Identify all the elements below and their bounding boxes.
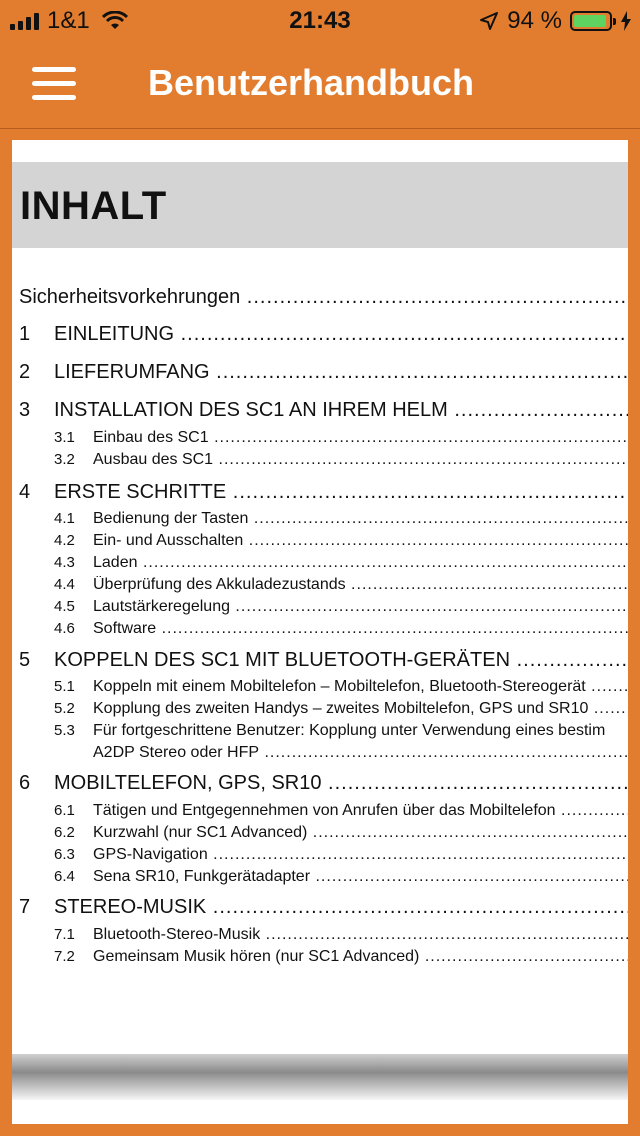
toc-entry[interactable] [12, 576, 628, 598]
document-page[interactable] [12, 140, 628, 1124]
toc-entry[interactable] [12, 620, 628, 642]
toc-entry-number: 5.2 [54, 700, 75, 717]
toc-entry[interactable] [12, 744, 628, 766]
toc-entry-label: Gemeinsam Musik hören (nur SC1 Advanced) ..... [93, 948, 628, 966]
toc-entry-label: Sicherheitsvorkehrungen ..... [19, 286, 628, 309]
toc-entry[interactable] [12, 700, 628, 722]
page-bottom-shadow [12, 1054, 628, 1100]
page-title: Benutzerhandbuch [148, 62, 475, 103]
toc-entry-label: Kurzwahl (nur SC1 Advanced) ..... [93, 824, 628, 842]
carrier-name: 1&1 [47, 7, 90, 34]
toc-entry-number: 4.3 [54, 554, 75, 571]
toc-entry-label: INSTALLATION DES SC1 AN IHREM HELM ..... [54, 399, 628, 422]
toc-entry[interactable] [12, 926, 628, 948]
battery-percent: 94 % [507, 7, 562, 34]
hamburger-icon [32, 67, 76, 72]
toc-entry[interactable] [12, 772, 628, 802]
toc-entry-label: MOBILTELEFON, GPS, SR10 ..... [54, 772, 628, 795]
toc-entry-number: 7 [19, 896, 31, 918]
toc-entry-label: Für fortgeschrittene Benutzer: Kopplung unter Verwendung eines bestim [93, 722, 606, 739]
toc-entry[interactable] [12, 554, 628, 576]
toc-entry-number: 5.1 [54, 678, 75, 695]
toc-entry[interactable] [12, 649, 628, 679]
toc-entry-label: Software ..... [93, 620, 628, 638]
toc-entry-label: Ausbau des SC1 ..... [93, 451, 628, 469]
battery-icon [570, 11, 612, 31]
toc-entry[interactable] [12, 678, 628, 700]
hamburger-line [32, 81, 76, 86]
toc-entry-number: 7.2 [54, 948, 75, 965]
toc-entry[interactable] [12, 868, 628, 890]
charging-bolt-icon [620, 11, 632, 31]
toc-entry-number: 6.3 [54, 846, 75, 863]
toc-entry-label: Koppeln mit einem Mobiltelefon – Mobiltelefon, Bluetooth-Stereogerät ..... [93, 678, 628, 696]
toc-entry-number: 3.2 [54, 451, 75, 468]
toc-entry[interactable] [12, 948, 628, 970]
toc-entry[interactable] [12, 896, 628, 926]
toc-entry-number: 4.4 [54, 576, 75, 593]
toc-entry-number: 1 [19, 323, 31, 345]
toc-entry[interactable] [12, 802, 628, 824]
toc-entry-number: 5 [19, 649, 31, 671]
toc-entry-label: Bedienung der Tasten ..... [93, 510, 628, 528]
toc-entry-label: A2DP Stereo oder HFP ..... [93, 744, 628, 762]
toc-entry-number: 4.6 [54, 620, 75, 637]
toc-entry[interactable] [12, 824, 628, 846]
toc-entry-number: 3.1 [54, 429, 75, 446]
toc-entry-label: Ein- und Ausschalten ..... [93, 532, 628, 550]
status-bar [0, 0, 640, 40]
toc-entry-number: 4.5 [54, 598, 75, 615]
battery-fill [574, 15, 606, 27]
toc-entry[interactable] [12, 481, 628, 511]
menu-button[interactable] [32, 67, 76, 101]
toc-entry-number: 6.1 [54, 802, 75, 819]
toc-entry-number: 4 [19, 481, 31, 503]
toc-entry-number: 6.2 [54, 824, 75, 841]
toc-entry-label: Kopplung des zweiten Handys – zweites Mobiltelefon, GPS und SR10 ..... [93, 700, 628, 718]
navigation-bar [0, 40, 640, 129]
toc-entry-label: GPS-Navigation ..... [93, 846, 628, 864]
toc-entry-number: 6 [19, 772, 31, 794]
status-right [479, 7, 632, 35]
toc-entry[interactable] [12, 429, 628, 451]
toc-entry-label: EINLEITUNG ..... [54, 323, 628, 346]
toc-entry[interactable] [12, 286, 628, 316]
toc-entry[interactable] [12, 532, 628, 554]
toc-entry[interactable] [12, 722, 628, 744]
toc-entry-label: KOPPELN DES SC1 MIT BLUETOOTH-GERÄTEN ..... [54, 649, 628, 672]
toc-entry-number: 4.1 [54, 510, 75, 527]
toc-entry-label: STEREO-MUSIK ..... [54, 896, 628, 919]
toc-entry-label: ERSTE SCHRITTE ..... [54, 481, 628, 504]
toc-entry-number: 7.1 [54, 926, 75, 943]
toc-entry[interactable] [12, 451, 628, 473]
toc-entry-number: 5.3 [54, 722, 75, 739]
hamburger-line [32, 95, 76, 100]
toc-entry-number: 3 [19, 399, 31, 421]
toc-entry[interactable] [12, 399, 628, 429]
toc-entry-label: Tätigen und Entgegennehmen von Anrufen über das Mobiltelefon ..... [93, 802, 628, 820]
toc-entry-label: Laden ..... [93, 554, 628, 572]
toc-entry-number: 4.2 [54, 532, 75, 549]
toc-entry[interactable] [12, 846, 628, 868]
toc-entry[interactable] [12, 598, 628, 620]
toc-entry[interactable] [12, 323, 628, 353]
toc-entry-label: Sena SR10, Funkgerätadapter ..... [93, 868, 628, 886]
toc-entry-label: Lautstärkeregelung ..... [93, 598, 628, 616]
toc-entry-label: Überprüfung des Akkuladezustands ..... [93, 576, 628, 594]
toc-entry-label: LIEFERUMFANG ..... [54, 361, 628, 384]
toc-entry-number: 2 [19, 361, 31, 383]
toc-entry-number: 6.4 [54, 868, 75, 885]
toc-entry-label: Bluetooth-Stereo-Musik ..... [93, 926, 628, 944]
toc-entry-label: Einbau des SC1 ..... [93, 429, 628, 447]
location-arrow-icon [479, 11, 499, 31]
toc-heading-band [12, 162, 628, 248]
toc-entry[interactable] [12, 510, 628, 532]
toc-entry[interactable] [12, 361, 628, 391]
clock: 21:43 [289, 7, 351, 34]
toc-heading: INHALT [20, 184, 167, 228]
